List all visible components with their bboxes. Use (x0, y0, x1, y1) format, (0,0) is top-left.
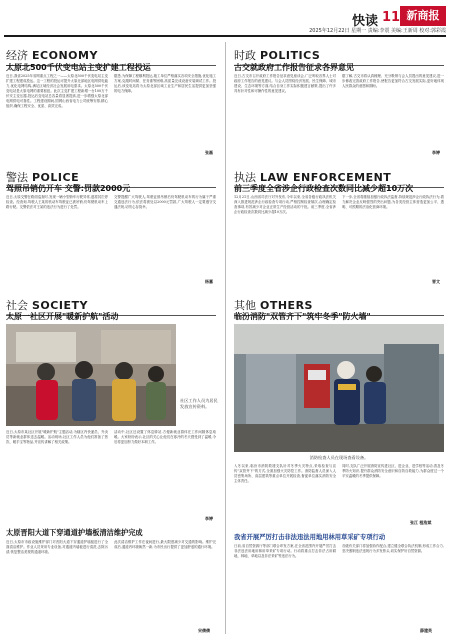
section-zh: 其他 (234, 299, 256, 312)
headline-others-sub: 我省开展严厉打击非法违法用地用林用草采矿专项行动 (234, 534, 386, 541)
headline-police: 驾照吊销仍开车 交警:罚款2000元 (6, 184, 131, 193)
article-economy (6, 74, 216, 154)
byline-police: 杨嘉 (205, 279, 213, 284)
article-law (234, 195, 444, 283)
article-others-sub (234, 544, 444, 632)
photo-caption-others: 消防检查人员在现场查看设备。 (309, 455, 369, 460)
section-zh: 警法 (6, 171, 28, 184)
page-number: 11 (382, 10, 401, 25)
photo-others-image (234, 324, 444, 452)
byline-others: 张江 程浩斌 (410, 520, 432, 525)
section-en: LAW ENFORCEMENT (260, 171, 392, 184)
byline-politics: 李婷 (432, 150, 440, 155)
section-en: SOCIETY (32, 299, 88, 312)
article-column-left: 入冬以来,临汾市消防救援支队针对冬季火灾特点,采取检查与宣传"双管齐下"的方式,全面加强火灾防控工作。消防监督人员深入人员密集场所、高层建筑等重点单位开展检查,督促单位落实消防安全主体责任。 (234, 464, 336, 483)
newspaper-logo: 新商报 (400, 6, 446, 26)
article-police (6, 195, 216, 283)
section-en: OTHERS (260, 299, 313, 312)
headline-law: 前三季度全省涉企行政检查次数同比减少超10万次 (234, 184, 414, 193)
section-zh: 执法 (234, 171, 256, 184)
byline-society: 李婷 (205, 516, 213, 521)
article-column-right: 交警提醒广大驾驶人,驾驶证被吊销后仍驾驶机动车的行为属于严重交通违法行为,依法将被处以2000元罚款,广大驾驶人一定要遵守交通法规,切勿心存侥幸。 (114, 195, 216, 209)
photo-others (234, 324, 444, 452)
masthead-rule (4, 35, 446, 37)
page-section-label: 快读 (352, 14, 379, 29)
article-column-left: 12月21日,山西省司法厅对外发布,今年以来,全省各级行政执法机关深入推进规范涉企行政检查专项行动,严格控制检查频次,合理确定检查事项,有效减少对企业正常生产经营活动的干扰。前三季度,全省涉企行政检查次数同比减少超10万次。 (234, 195, 336, 214)
photo-caption-society: 社区工作人员为居民发放宣传资料。 (180, 398, 218, 409)
section-en: ECONOMY (32, 49, 98, 62)
article-column-right: 下一步,全省将继续加强行政执法监督,持续规范涉企行政执法行为,着力解决企业反映强烈的突出问题,为各类经营主体营造更加公平、透明、可预期的法治化营商环境。 (342, 195, 444, 209)
article-column-left: 近日,太原市某社区开展"暖新护航"主题活动,为辖区内快递员、外卖员等新就业群体送去温暖。活动现场,社区工作人员为他们准备了热饮、暖手宝等物品,并宣传讲解了相关政策。 (6, 430, 108, 444)
article-column-left: 近日,我省2025年省网重点工程之一——太原北500千伏变电站主变扩建工程建成投运。这一工程的投运可提升太原北部地区电网供电能力,优化电网结构,满足区域经济社会发展用电需求。太原北500千伏变电站是太原电网的重要枢纽。此次主变扩建工程新增一台100万千伏安主变压器,投运后变电站总容量将显著提高,进一步增强太原北部电网供电可靠性。工程建设期间,国网山西省电力公司统筹安排,精心组织,确保工程安全、优质、高效完成。 (6, 74, 108, 108)
column-divider (225, 42, 226, 634)
section-en: POLICE (32, 171, 80, 184)
article-society (6, 430, 216, 520)
article-politics (234, 74, 444, 154)
byline-society-sub: 宋倩倩 (198, 628, 210, 633)
section-zh: 社会 (6, 299, 28, 312)
date-line: 2025年12月22日 星期一 责编:李震 美编:王新周 校对:郭彩霞 (309, 28, 446, 34)
article-column-right: 据悉,为保障工程顺利投运,施工单位严格落实各项安全措施,优化施工方案,克服时间紧、任务重等困难,高质量完成设备安装调试工作。投运后,该变电站将为太原北部区域工业生产和居民生活提供更加坚强的电力保障。 (114, 74, 216, 93)
article-others (234, 464, 444, 522)
article-column-right: 同时,支队广泛开展消防宣传进社区、进企业、进学校等活动,普及冬季防火知识,提升群众消防安全意识和自防自救能力,为群众度过一个平安温暖的冬季提供保障。 (342, 464, 444, 478)
section-zh: 经济 (6, 49, 28, 62)
article-column-left: 日前,省自然资源厅等部门联合印发方案,在全省范围内开展严厉打击非法违法用地用林用草采矿专项行动。行动将重点打击非法占用耕地、林地、草地以及非法采矿等违法行为。 (234, 544, 336, 558)
headline-politics: 古交就政府工作报告征求各界意见 (234, 63, 354, 72)
masthead (0, 0, 450, 36)
headline-economy: 太原北500千伏变电站主变扩建工程投运 (6, 63, 151, 72)
article-column-right: 各级有关部门将加强协作配合,建立健全联合执法机制,形成工作合力,坚决遏制违法违规行为多发势头,切实保护好自然资源。 (342, 544, 444, 553)
section-zh: 时政 (234, 49, 256, 62)
byline-others-sub: 薛建英 (420, 628, 432, 633)
section-header-politics (234, 44, 320, 63)
article-column-left: 近日,太原交警在路面巡查时,发现一辆小型轿车行驶异常,遂将其拦停检查。经查询,驾驶人王某的机动车驾驶证已被吊销,仍驾驶机动车上路行驶。交警依法对王某的违法行为进行了处罚。 (6, 195, 108, 209)
byline-law: 晋文 (432, 279, 440, 284)
section-en: POLITICS (260, 49, 321, 62)
article-column-right: 活动中,社区还设置了休息驿站,方便新就业群体在工作间隙休息取暖。大家纷纷表示,社区的关心让他们在寒冷的冬天感受到了温暖,今后将更加努力做好本职工作。 (114, 430, 216, 444)
headline-society: 太原一社区开展"暖新护航"活动 (6, 312, 119, 321)
article-column-left: 近日,古交市召开政府工作报告征求意见座谈会,广泛听取各界人士对政府工作报告的意见建议。与会人员围绕经济发展、民生保障、城市建设、生态环境等方面,结合自身工作实际积极建言献策,提出了许多具有针对性和可操作性的意见建议。 (234, 74, 336, 93)
article-column-right: 此次清洁维护工作在夜间进行,最大限度减少对交通的影响。维护完成后,通道内环境焕然一新,为市民出行提供了更加舒适的通行环境。 (114, 540, 216, 549)
section-header-economy (6, 44, 98, 63)
headline-others: 临汾消防"双管齐下"筑牢冬季"防火墙" (234, 312, 371, 321)
article-society-sub (6, 540, 216, 632)
article-column-left: 近日,太原市市政设施维护部门对晋阳大道下穿通道护墙板进行了全面清洁维护。作业人员采用专业设备,对通道内墙板进行清洗,去除污渍,恢复整洁美观的通道环境。 (6, 540, 108, 554)
byline-economy: 张磊 (205, 150, 213, 155)
photo-society (6, 324, 176, 426)
headline-society-sub: 太原晋阳大道下穿通道护墙板清洁维护完成 (6, 528, 143, 537)
photo-society-image (6, 324, 176, 426)
article-column-right: 据了解,古交市将认真梳理、充分吸纳与会人员提出的意见建议,进一步修改完善政府工作报告,使报告更加符合古交发展实际,更好地体现人民群众的意愿和期盼。 (342, 74, 444, 88)
